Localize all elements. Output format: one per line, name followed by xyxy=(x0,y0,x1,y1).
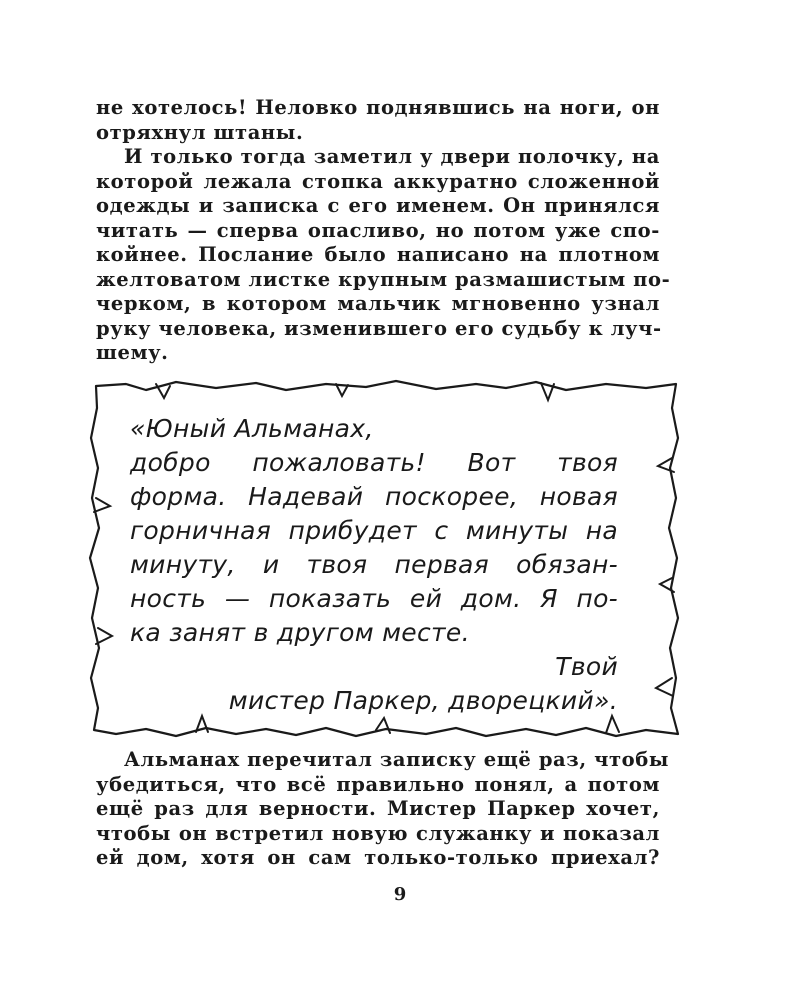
text-line: отряхнул штаны. xyxy=(96,120,304,144)
text-line: чтобы он встретил новую служанку и показал xyxy=(96,821,660,845)
text-line: желтоватом листке крупным размашистым по- xyxy=(96,267,671,291)
note-line: минуту, и твоя первая обязан- xyxy=(130,550,618,579)
handwritten-note xyxy=(130,412,618,718)
text-line: не хотелось! Неловко поднявшись на ноги, он xyxy=(96,96,660,119)
paragraph-2 xyxy=(96,145,671,366)
note-signature-line: Твой xyxy=(555,652,618,681)
note-line: «Юный Альманах, xyxy=(130,414,374,443)
text-line: ей дом, хотя он сам только-только приехал? xyxy=(96,846,660,869)
text-line: И только тогда заметил у двери полочку, на xyxy=(124,145,660,168)
note-signature-line: мистер Паркер, дворецкий». xyxy=(228,686,618,715)
text-line: черком, в котором мальчик мгновенно узнал xyxy=(96,292,660,315)
page-number: 9 xyxy=(393,884,407,905)
text-line: шему. xyxy=(96,341,169,364)
text-line: убедиться, что всё правильно понял, а потом xyxy=(96,772,660,796)
text-line: Альманах перечитал записку ещё раз, чтобы xyxy=(124,748,670,771)
note-line: ка занят в другом месте. xyxy=(130,618,470,647)
text-line: руку человека, изменившего его судьбу к луч- xyxy=(96,316,662,340)
note-line: ность — показать ей дом. Я по- xyxy=(130,584,618,613)
paragraph-3 xyxy=(96,748,670,871)
text-line: читать — сперва опасливо, но потом уже спо- xyxy=(96,218,660,242)
text-line: ещё раз для верности. Мистер Паркер хочет, xyxy=(96,797,660,820)
note-line: форма. Надевай поскорее, новая xyxy=(130,482,618,511)
note-line: добро пожаловать! Вот твоя xyxy=(130,448,618,477)
note-line: горничная прибудет с минуты на xyxy=(130,516,618,545)
text-line: которой лежала стопка аккуратно сложенной xyxy=(96,169,660,193)
paragraph-1 xyxy=(96,96,660,145)
text-line: одежды и записка с его именем. Он принялся xyxy=(96,194,660,217)
text-line: койнее. Послание было написано на плотном xyxy=(96,243,660,266)
